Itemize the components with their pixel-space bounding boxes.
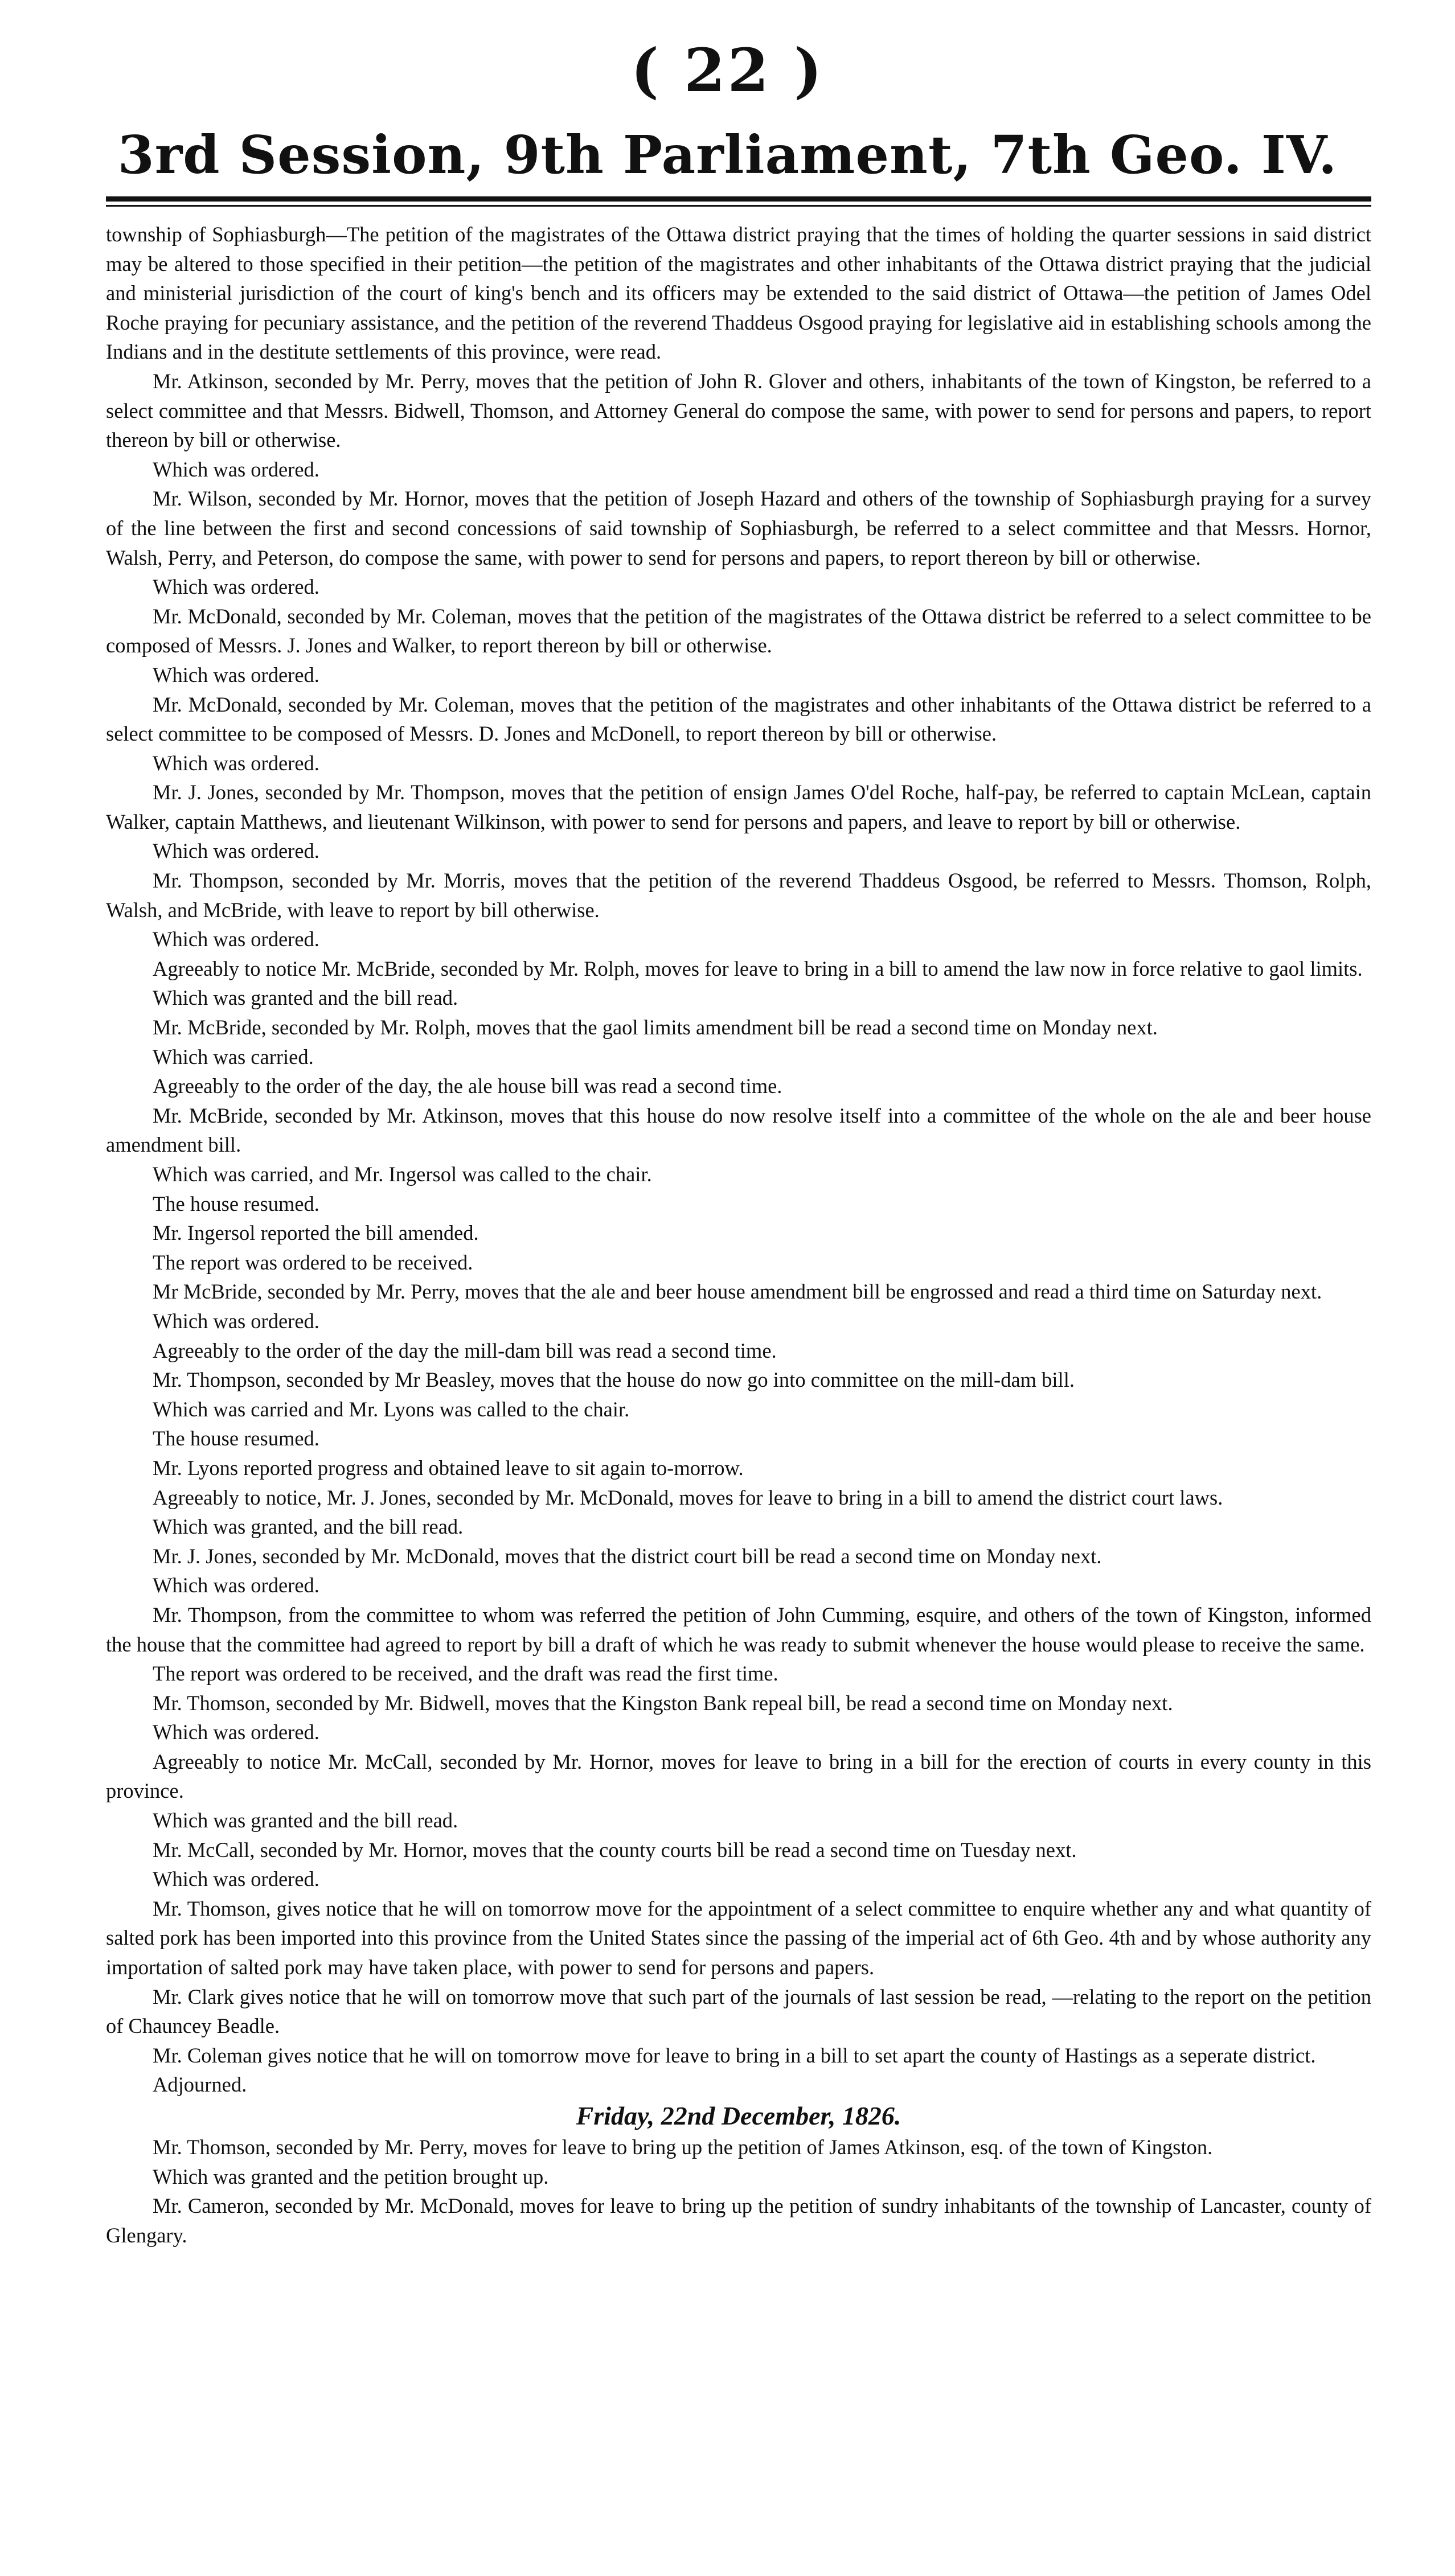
running-head: 3rd Session, 9th Parliament, 7th Geo. IV. <box>117 124 1338 186</box>
paragraph: Mr. Cameron, seconded by Mr. McDonald, moves for leave to bring up the petition of sundry inhabitants of the township of Lancaster, county of Glengary. <box>106 2194 1371 2247</box>
paragraph: Which was carried, and Mr. Ingersol was called to the chair. <box>153 1162 652 1186</box>
paragraph: Agreeably to notice, Mr. J. Jones, seconded by Mr. McDonald, moves for leave to bring in a bill to amend the district court laws. <box>153 1485 1223 1509</box>
paragraph: Which was carried and Mr. Lyons was called to the chair. <box>153 1397 630 1421</box>
paragraph: Which was ordered. <box>153 1309 319 1333</box>
paragraph: Agreeably to the order of the day the mill-dam bill was read a second time. <box>153 1338 777 1362</box>
paragraph: Mr. Lyons reported progress and obtained leave to sit again to-morrow. <box>153 1456 744 1480</box>
paragraph: Mr. Clark gives notice that he will on tomorrow move that such part of the journals of last session be read, —relating to the report on the petition of Chauncey Beadle. <box>106 1985 1371 2038</box>
proceedings-before <box>106 220 1371 2100</box>
paragraph: Mr. Coleman gives notice that he will on tomorrow move for leave to bring in a bill to set apart the county of Hastings as a seperate district. <box>153 2043 1316 2067</box>
page-number: ( 22 ) <box>630 35 825 105</box>
paragraph: Agreeably to notice Mr. McBride, seconded by Mr. Rolph, moves for leave to bring in a bill to amend the law now in force relative to gaol limits. <box>153 956 1363 980</box>
paragraph: Which was granted, and the bill read. <box>153 1515 464 1539</box>
paragraph: Which was ordered. <box>153 1867 319 1891</box>
paragraph: Which was ordered. <box>153 751 319 775</box>
paragraph: Mr. McBride, seconded by Mr. Atkinson, moves that this house do now resolve itself into a committee of the whole on the ale and beer house amendment bill. <box>106 1103 1371 1157</box>
paragraph: Mr. McBride, seconded by Mr. Rolph, moves that the gaol limits amendment bill be read a second time on Monday next. <box>153 1016 1158 1040</box>
paragraph: Which was ordered. <box>153 1720 319 1744</box>
paragraph: Which was ordered. <box>153 839 319 863</box>
paragraph: Mr. Thompson, from the committee to whom was referred the petition of John Cumming, esquire, and others of the town of Kingston, informed the house that the committee had agreed to report by bill a draft of which he was ready to submit whenever the house would please to receive the same. <box>106 1603 1371 1656</box>
paragraph: The report was ordered to be received, and the draft was read the first time. <box>153 1662 778 1686</box>
paragraph: Which was carried. <box>153 1045 314 1069</box>
paragraph: Agreeably to notice Mr. McCall, seconded by Mr. Hornor, moves for leave to bring in a bill for the erection of courts in every county in this province. <box>106 1749 1371 1803</box>
paragraph: Which was granted and the petition brought up. <box>153 2164 549 2188</box>
paragraph: Mr. Wilson, seconded by Mr. Hornor, moves that the petition of Joseph Hazard and others of the township of Sophiasburgh praying for a survey of the line between the first and second concessions of said township of Sophiasburgh, be referred to a select committee and that Messrs. Hornor, Walsh, Perry, and Peterson, do compose the same, with power to send for persons and papers, to report thereon by bill or otherwise. <box>106 487 1371 569</box>
paragraph: township of Sophiasburgh—The petition of the magistrates of the Ottawa district praying that the times of holding the quarter sessions in said district may be altered to those specified in their petition—the petition of the magistrates and other inhabitants of the Ottawa district praying that the judicial and ministerial jurisdiction of the court of king's bench and its officers may be extended to the said district of Ottawa—the petition of James Odel Roche praying for pecuniary assistance, and the petition of the reverend Thaddeus Osgood praying for legislative aid in establishing schools among the Indians and in the destitute settlements of this province, were read. <box>106 223 1371 364</box>
paragraph: Which was granted and the bill read. <box>153 986 458 1010</box>
paragraph: Mr. J. Jones, seconded by Mr. Thompson, moves that the petition of ensign James O'del Roche, half-pay, be referred to captain McLean, captain Walker, captain Matthews, and lieutenant Wilkinson, with power to send for persons and papers, and leave to report by bill or otherwise. <box>106 780 1371 833</box>
paragraph: Mr McBride, seconded by Mr. Perry, moves that the ale and beer house amendment bill be engrossed and read a third time on Saturday next. <box>153 1280 1322 1304</box>
paragraph: Which was ordered. <box>153 1573 319 1597</box>
paragraph: Mr. Ingersol reported the bill amended. <box>153 1221 479 1245</box>
paragraph: Mr. McDonald, seconded by Mr. Coleman, moves that the petition of the magistrates and other inhabitants of the Ottawa district be referred to a select committee to be composed of Messrs. D. Jones and McDonell, to report thereon by bill or otherwise. <box>106 692 1371 746</box>
paragraph: Which was ordered. <box>153 927 319 951</box>
paragraph: Mr. Thomson, seconded by Mr. Bidwell, moves that the Kingston Bank repeal bill, be read a second time on Monday next. <box>153 1691 1173 1715</box>
paragraph: Mr. Thompson, seconded by Mr Beasley, moves that the house do now go into committee on the mill-dam bill. <box>153 1368 1075 1392</box>
header-rule-thick <box>106 196 1371 202</box>
paragraph: Mr. McDonald, seconded by Mr. Coleman, moves that the petition of the magistrates of the Ottawa district be referred to a select committee to be composed of Messrs. J. Jones and Walker, to report thereon by bill or otherwise. <box>106 604 1371 658</box>
paragraph: The report was ordered to be received. <box>153 1250 473 1274</box>
paragraph: Mr. Thompson, seconded by Mr. Morris, moves that the petition of the reverend Thaddeus Osgood, be referred to Messrs. Thomson, Rolph, Walsh, and McBride, with leave to report by bill otherwise. <box>106 869 1371 922</box>
paragraph: Agreeably to the order of the day, the ale house bill was read a second time. <box>153 1074 782 1098</box>
paragraph: Which was granted and the bill read. <box>153 1809 458 1833</box>
header-rule-thin <box>106 205 1371 207</box>
paragraph: Mr. McCall, seconded by Mr. Hornor, moves that the county courts bill be read a second time on Tuesday next. <box>153 1838 1077 1862</box>
paragraph: Adjourned. <box>153 2073 247 2097</box>
paragraph: Mr. J. Jones, seconded by Mr. McDonald, moves that the district court bill be read a second time on Monday next. <box>153 1544 1102 1568</box>
paragraph: The house resumed. <box>153 1192 319 1215</box>
paragraph: Which was ordered. <box>153 457 319 481</box>
paragraph: Mr. Thomson, seconded by Mr. Perry, moves for leave to bring up the petition of James Atkinson, esq. of the town of Kingston. <box>153 2135 1213 2159</box>
paragraph: Which was ordered. <box>153 575 319 599</box>
journal-body <box>106 220 1371 2250</box>
proceedings-after <box>106 2133 1371 2250</box>
paragraph: The house resumed. <box>153 1427 319 1451</box>
paragraph: Which was ordered. <box>153 663 319 687</box>
date-heading: Friday, 22nd December, 1826. <box>576 2101 901 2130</box>
paragraph: Mr. Atkinson, seconded by Mr. Perry, moves that the petition of John R. Glover and others, inhabitants of the town of Kingston, be referred to a select committee and that Messrs. Bidwell, Thomson, and Attorney General do compose the same, with power to send for persons and papers, to report thereon by bill or otherwise. <box>106 369 1371 452</box>
paragraph: Mr. Thomson, gives notice that he will on tomorrow move for the appointment of a select committee to enquire whether any and what quantity of salted pork has been imported into this province from the United States since the passing of the imperial act of 6th Geo. 4th and by whose authority any importation of salted pork may have taken place, with power to send for persons and papers. <box>106 1896 1371 1979</box>
